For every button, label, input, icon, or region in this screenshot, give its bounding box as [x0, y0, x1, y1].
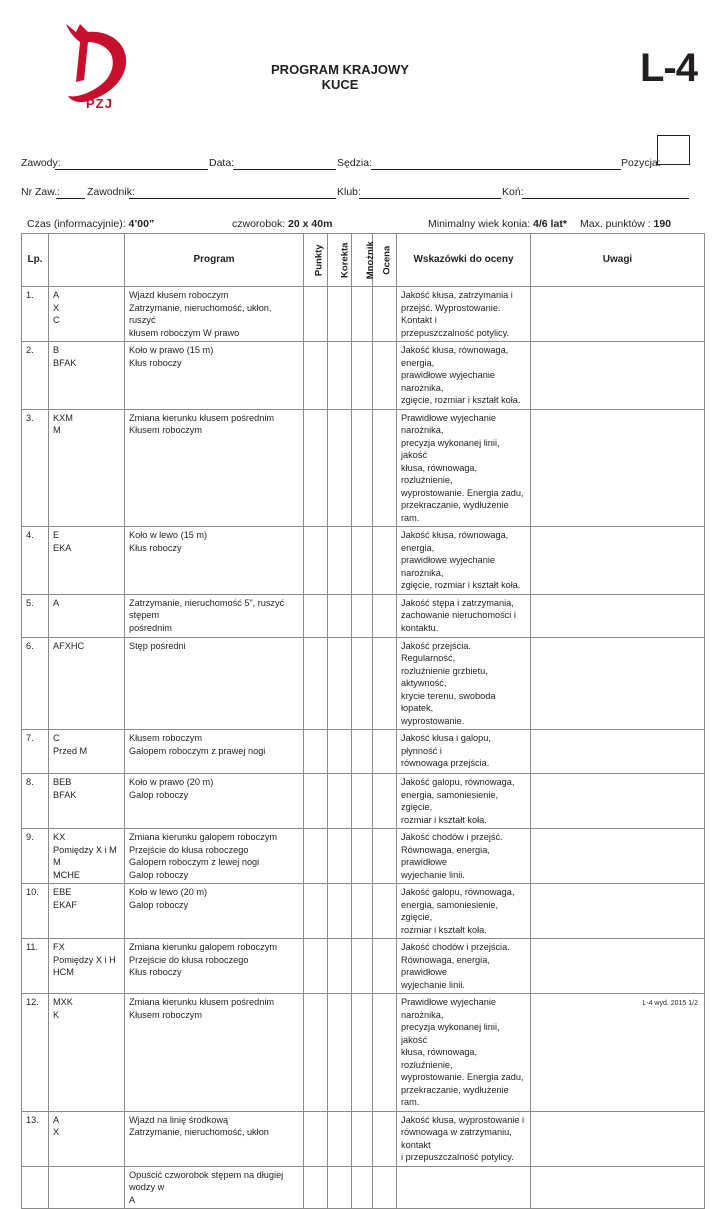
wskazowki-line: Równowaga, energia, prawidłowe [401, 844, 490, 867]
max-punktow-info: Max. punktów : 190 [580, 218, 672, 230]
program-line: Galopem roboczym z lewej nogi [129, 857, 260, 867]
zawody-field[interactable] [55, 169, 208, 170]
nr-zaw-field[interactable] [56, 198, 85, 199]
program-line: Przejście do kłusa roboczego [129, 954, 249, 965]
row-wskazowki [397, 730, 531, 774]
cell-mnoznik[interactable] [352, 287, 373, 342]
letters-line: M [53, 857, 61, 867]
wskazowki-line: przekraczanie, wydłużenie ram. [401, 1084, 509, 1107]
cell-mnoznik[interactable] [352, 994, 373, 1112]
row-program [125, 287, 304, 342]
letters-line: AFXHC [53, 640, 85, 651]
table-row [22, 774, 705, 829]
letters-line: A [53, 1114, 60, 1125]
cell-punkty[interactable] [304, 594, 328, 637]
row-number: 6. [22, 637, 49, 730]
zawodnik-field[interactable] [129, 198, 336, 199]
program-line: Koło w lewo (20 m) [129, 887, 208, 897]
row-number: 11. [22, 939, 49, 994]
cell-korekta[interactable] [328, 829, 352, 884]
cell-mnoznik[interactable] [352, 884, 373, 939]
data-field[interactable] [233, 169, 336, 170]
row-wskazowki [397, 1166, 531, 1209]
letters-line: EBE [53, 887, 72, 897]
cell-mnoznik[interactable] [352, 939, 373, 994]
cell-ocena[interactable] [373, 730, 397, 774]
row-number: 4. [22, 527, 49, 595]
cell-ocena[interactable] [373, 594, 397, 637]
program-line: Kłusem roboczym [129, 425, 203, 435]
row-wskazowki [397, 829, 531, 884]
cell-korekta[interactable] [328, 994, 352, 1112]
wskazowki-line: równowaga w zatrzymaniu, kontakt [401, 1127, 512, 1150]
letters-line: K [53, 1009, 60, 1020]
wskazowki-line: zachowanie nieruchomości i [401, 610, 516, 620]
table-row [22, 939, 705, 994]
cell-uwagi[interactable] [531, 774, 705, 829]
letters-line: BFAK [53, 789, 77, 800]
program-line: Kłus roboczy [129, 967, 182, 977]
test-code: L-4 [640, 46, 697, 90]
cell-korekta[interactable] [328, 730, 352, 774]
row-letters [49, 637, 125, 730]
wskazowki-line: prawidłowe wyjechanie narożnika, [401, 370, 495, 393]
cell-uwagi[interactable] [531, 884, 705, 939]
row-wskazowki [397, 1111, 531, 1166]
header-punkty: Punkty [304, 234, 328, 287]
header-mnoznik: Mnożnik [352, 234, 373, 287]
row-program [125, 730, 304, 774]
wskazowki-line: wyjechanie linii. [401, 979, 465, 990]
kon-label: Koń: [502, 186, 524, 198]
row-letters [49, 829, 125, 884]
program-line: Kłusem roboczym [129, 1009, 203, 1020]
row-program [125, 342, 304, 410]
letters-line: C [53, 733, 60, 743]
cell-ocena[interactable] [373, 637, 397, 730]
wskazowki-line: Jakość kłusa, równowaga, energia, [401, 345, 509, 368]
letters-line: C [53, 315, 60, 325]
wskazowki-line: rozmiar i kształt koła. [401, 814, 487, 825]
program-line: Galop roboczy [129, 899, 189, 910]
wskazowki-line: wyprostowanie. Energia zadu, [401, 1072, 524, 1082]
row-wskazowki [397, 287, 531, 342]
program-line: Koło w prawo (20 m) [129, 777, 214, 787]
table-row [22, 409, 705, 527]
sedzia-label: Sędzia: [337, 157, 373, 169]
table-row [22, 287, 705, 342]
row-number: 12. [22, 994, 49, 1112]
wskazowki-line: przejść. Wyprostowanie. Kontakt i [401, 302, 501, 325]
cell-uwagi[interactable] [531, 637, 705, 730]
row-letters [49, 287, 125, 342]
cell-uwagi[interactable] [531, 527, 705, 595]
wskazowki-line: równowaga przejścia. [401, 758, 490, 768]
row-wskazowki [397, 774, 531, 829]
row-program [125, 884, 304, 939]
header-korekta: Korekta [328, 234, 352, 287]
row-number: 3. [22, 409, 49, 527]
wskazowki-line: Jakość chodów i przejść. [401, 832, 503, 842]
sedzia-field[interactable] [371, 169, 621, 170]
cell-mnoznik[interactable] [352, 730, 373, 774]
row-letters [49, 774, 125, 829]
cell-ocena[interactable] [373, 939, 397, 994]
cell-mnoznik[interactable] [352, 1111, 373, 1166]
wiek-info: Minimalny wiek konia: 4/6 lat* [428, 218, 567, 230]
cell-punkty[interactable] [304, 1111, 328, 1166]
letters-line: Pomiędzy X i H [53, 954, 116, 965]
cell-punkty[interactable] [304, 527, 328, 595]
program-line: Zmiana kierunku kłusem pośrednim [129, 412, 275, 423]
table-row [22, 884, 705, 939]
wskazowki-line: przekraczanie, wydłużenie ram. [401, 500, 509, 523]
header-wskazowki: Wskazówki do oceny [397, 234, 531, 287]
cell-ocena[interactable] [373, 342, 397, 410]
page-title [240, 62, 440, 92]
wskazowki-line: Równowaga, energia, prawidłowe [401, 954, 490, 977]
letters-line: EKA [53, 542, 72, 553]
cell-punkty[interactable] [304, 884, 328, 939]
row-letters [49, 342, 125, 410]
cell-mnoznik[interactable] [352, 409, 373, 527]
row-program [125, 774, 304, 829]
cell-mnoznik[interactable] [352, 637, 373, 730]
cell-mnoznik[interactable] [352, 594, 373, 637]
row-letters [49, 994, 125, 1112]
row-number: 5. [22, 594, 49, 637]
cell-korekta[interactable] [328, 1166, 352, 1209]
row-number: 10. [22, 884, 49, 939]
row-wskazowki [397, 527, 531, 595]
letters-line: Pomiędzy X i M [53, 844, 117, 855]
row-program [125, 1166, 304, 1209]
cell-punkty[interactable] [304, 637, 328, 730]
letters-line: KXM [53, 412, 73, 423]
letters-line: Przed M [53, 745, 88, 756]
cell-mnoznik[interactable] [352, 342, 373, 410]
program-line: Kłusem roboczym [129, 733, 203, 743]
row-wskazowki [397, 994, 531, 1112]
cell-ocena[interactable] [373, 287, 397, 342]
row-letters [49, 1111, 125, 1166]
wskazowki-line: rozmiar i kształt koła. [401, 924, 487, 935]
cell-ocena[interactable] [373, 884, 397, 939]
row-program [125, 994, 304, 1112]
wskazowki-line: kłusa, równowaga, rozluźnienie, [401, 1047, 478, 1070]
wskazowki-line: precyzja wykonanej linii, jakość [401, 1022, 500, 1045]
wskazowki-line: kontaktu. [401, 622, 439, 633]
cell-mnoznik[interactable] [352, 829, 373, 884]
cell-korekta[interactable] [328, 527, 352, 595]
cell-ocena[interactable] [373, 527, 397, 595]
cell-ocena[interactable] [373, 1166, 397, 1209]
cell-korekta[interactable] [328, 884, 352, 939]
row-program [125, 829, 304, 884]
title-line-2: KUCE [321, 77, 359, 92]
wskazowki-line: Jakość kłusa, równowaga, energia, [401, 530, 509, 553]
letters-line: BEB [53, 777, 72, 787]
cell-uwagi[interactable] [531, 730, 705, 774]
wskazowki-line: i przepuszczalność potylicy. [401, 1152, 514, 1162]
letters-line: MXK [53, 997, 73, 1007]
cell-mnoznik[interactable] [352, 527, 373, 595]
cell-ocena[interactable] [373, 994, 397, 1112]
table-row [22, 1166, 705, 1209]
header-blank [49, 234, 125, 287]
letters-line: FX [53, 942, 65, 952]
wskazowki-line: zgięcie, rozmiar i kształt koła. [401, 395, 521, 405]
row-wskazowki [397, 342, 531, 410]
row-number: 9. [22, 829, 49, 884]
klub-label: Klub: [337, 186, 361, 198]
letters-line: B [53, 345, 60, 355]
cell-ocena[interactable] [373, 409, 397, 527]
cell-ocena[interactable] [373, 774, 397, 829]
cell-punkty[interactable] [304, 774, 328, 829]
program-line: Zatrzymanie, nieruchomość 5”, ruszyć stępem [129, 597, 285, 620]
program-line: Stęp pośredni [129, 640, 186, 651]
czworobok-info: czworobok: 20 x 40m [232, 218, 333, 230]
title-line-1: PROGRAM KRAJOWY [271, 62, 409, 77]
wskazowki-line: precyzja wykonanej linii, jakość [401, 437, 500, 460]
cell-korekta[interactable] [328, 774, 352, 829]
row-letters [49, 409, 125, 527]
wskazowki-line: Jakość galopu, równowaga, [401, 777, 515, 787]
cell-uwagi[interactable] [531, 1166, 705, 1209]
wskazowki-line: wyprostowanie. [401, 715, 465, 726]
program-line: Zatrzymanie, nieruchomość, ukłon [129, 1127, 269, 1137]
cell-korekta[interactable] [328, 287, 352, 342]
row-letters [49, 594, 125, 637]
letters-line: HCM [53, 967, 74, 977]
cell-punkty[interactable] [304, 939, 328, 994]
cell-punkty[interactable] [304, 829, 328, 884]
cell-korekta[interactable] [328, 1111, 352, 1166]
row-number [22, 1166, 49, 1209]
header-program: Program [125, 234, 304, 287]
wskazowki-line: Jakość stępa i zatrzymania, [401, 597, 514, 608]
cell-uwagi[interactable] [531, 409, 705, 527]
cell-korekta[interactable] [328, 939, 352, 994]
row-letters [49, 939, 125, 994]
row-program [125, 409, 304, 527]
row-letters [49, 884, 125, 939]
wskazowki-line: kłusa, równowaga, rozluźnienie, [401, 462, 478, 485]
program-line: Koło w lewo (15 m) [129, 530, 208, 540]
data-label: Data: [209, 157, 235, 169]
row-wskazowki [397, 409, 531, 527]
program-line: Kłus roboczy [129, 357, 182, 368]
program-line: Wjazd na linię środkową [129, 1114, 229, 1125]
row-wskazowki [397, 939, 531, 994]
pozycja-label: Pozycja: [621, 157, 661, 169]
cell-mnoznik[interactable] [352, 774, 373, 829]
wskazowki-line: wyjechanie linii. [401, 869, 465, 880]
row-number: 1. [22, 287, 49, 342]
czas-info: Czas (informacyjnie): 4’00” [27, 218, 155, 230]
letters-line: KX [53, 832, 66, 842]
letters-line: E [53, 530, 60, 540]
wskazowki-line: Prawidłowe wyjechanie narożnika, [401, 412, 496, 435]
pzj-logo-text: PZJ [86, 96, 113, 111]
row-letters [49, 527, 125, 595]
row-number: 2. [22, 342, 49, 410]
wskazowki-line: krycie terenu, swoboda łopatek, [401, 690, 496, 713]
cell-uwagi[interactable] [531, 287, 705, 342]
wskazowki-line: energia, samoniesienie, zgięcie, [401, 899, 499, 922]
program-line: Wjazd kłusem roboczym [129, 290, 229, 300]
program-line: A [129, 1194, 136, 1205]
cell-punkty[interactable] [304, 994, 328, 1112]
wskazowki-line: zgięcie, rozmiar i kształt koła. [401, 580, 521, 590]
cell-uwagi[interactable] [531, 342, 705, 410]
kon-field[interactable] [522, 198, 689, 199]
row-number: 7. [22, 730, 49, 774]
letters-line: M [53, 425, 61, 435]
row-program [125, 939, 304, 994]
cell-uwagi[interactable] [531, 594, 705, 637]
wskazowki-line: rozluźnienie grzbietu, aktywność, [401, 665, 488, 688]
table-row [22, 1111, 705, 1166]
row-number: 13. [22, 1111, 49, 1166]
row-letters [49, 730, 125, 774]
cell-uwagi[interactable] [531, 994, 705, 1112]
letters-line: A [53, 290, 60, 300]
letters-line: X [53, 302, 60, 313]
table-row [22, 994, 705, 1112]
wskazowki-line: prawidłowe wyjechanie narożnika, [401, 555, 495, 578]
program-line: Kłus roboczy [129, 542, 182, 553]
zawodnik-label: Zawodnik: [87, 186, 135, 198]
program-line: Zatrzymanie, nieruchomość, ukłon, ruszyć [129, 302, 272, 325]
program-line: kłusem roboczym W prawo [129, 327, 240, 338]
cell-punkty[interactable] [304, 342, 328, 410]
cell-korekta[interactable] [328, 637, 352, 730]
cell-punkty[interactable] [304, 1166, 328, 1209]
header-ocena: Ocena [373, 234, 397, 287]
cell-korekta[interactable] [328, 409, 352, 527]
wskazowki-line: Jakość kłusa, wyprostowanie i [401, 1114, 525, 1125]
cell-uwagi[interactable] [531, 829, 705, 884]
zawody-label: Zawody: [21, 157, 61, 169]
wskazowki-line: Jakość galopu, równowaga, [401, 887, 515, 897]
cell-punkty[interactable] [304, 287, 328, 342]
wskazowki-line: wyprostowanie. Energia zadu, [401, 487, 524, 498]
row-program [125, 1111, 304, 1166]
program-line: Opuścić czworobok stępem na długiej wodzy w [129, 1169, 284, 1192]
program-line: Zmiana kierunku galopem roboczym [129, 942, 278, 952]
table-row [22, 730, 705, 774]
wskazowki-line: energia, samoniesienie, zgięcie, [401, 789, 499, 812]
program-line: Galop roboczy [129, 869, 189, 880]
program-line: Galop roboczy [129, 789, 189, 800]
row-wskazowki [397, 884, 531, 939]
nr-zaw-label: Nr Zaw.: [21, 186, 61, 198]
program-line: Zmiana kierunku kłusem pośrednim [129, 997, 275, 1007]
row-wskazowki [397, 637, 531, 730]
cell-punkty[interactable] [304, 730, 328, 774]
program-line: Przejście do kłusa roboczego [129, 844, 249, 855]
cell-uwagi[interactable] [531, 939, 705, 994]
cell-uwagi[interactable] [531, 1111, 705, 1166]
row-program [125, 637, 304, 730]
cell-ocena[interactable] [373, 829, 397, 884]
row-letters [49, 1166, 125, 1209]
table-row [22, 637, 705, 730]
wskazowki-line: Prawidłowe wyjechanie narożnika, [401, 997, 496, 1020]
footer-edition: L-4 wyd. 2015 1/2 [642, 1000, 698, 1007]
cell-korekta[interactable] [328, 594, 352, 637]
cell-mnoznik[interactable] [352, 1166, 373, 1209]
header-lp: Lp. [22, 234, 49, 287]
letters-line: A [53, 597, 60, 608]
scoring-table [21, 233, 705, 1209]
wskazowki-line: Jakość kłusa, zatrzymania i [401, 290, 513, 300]
table-header-row [22, 234, 705, 287]
wskazowki-line: Jakość chodów i przejścia. [401, 942, 510, 952]
table-row [22, 342, 705, 410]
pozycja-box[interactable] [657, 135, 690, 165]
row-program [125, 527, 304, 595]
program-line: Zmiana kierunku galopem roboczym [129, 832, 278, 842]
table-row [22, 594, 705, 637]
cell-ocena[interactable] [373, 1111, 397, 1166]
wskazowki-line: Jakość kłusa i galopu, płynność i [401, 733, 491, 756]
program-line: Galopem roboczym z prawej nogi [129, 745, 266, 756]
header-uwagi: Uwagi [531, 234, 705, 287]
letters-line: BFAK [53, 357, 77, 368]
klub-field[interactable] [359, 198, 501, 199]
row-program [125, 594, 304, 637]
table-row [22, 829, 705, 884]
wskazowki-line: przepuszczalność potylicy. [401, 327, 510, 338]
wskazowki-line: Jakość przejścia. Regularność, [401, 640, 471, 663]
row-wskazowki [397, 594, 531, 637]
letters-line: EKAF [53, 899, 77, 910]
letters-line: X [53, 1127, 60, 1137]
program-line: pośrednim [129, 622, 172, 633]
table-row [22, 527, 705, 595]
cell-punkty[interactable] [304, 409, 328, 527]
program-line: Koło w prawo (15 m) [129, 345, 214, 355]
letters-line: MCHE [53, 869, 81, 880]
cell-korekta[interactable] [328, 342, 352, 410]
row-number: 8. [22, 774, 49, 829]
